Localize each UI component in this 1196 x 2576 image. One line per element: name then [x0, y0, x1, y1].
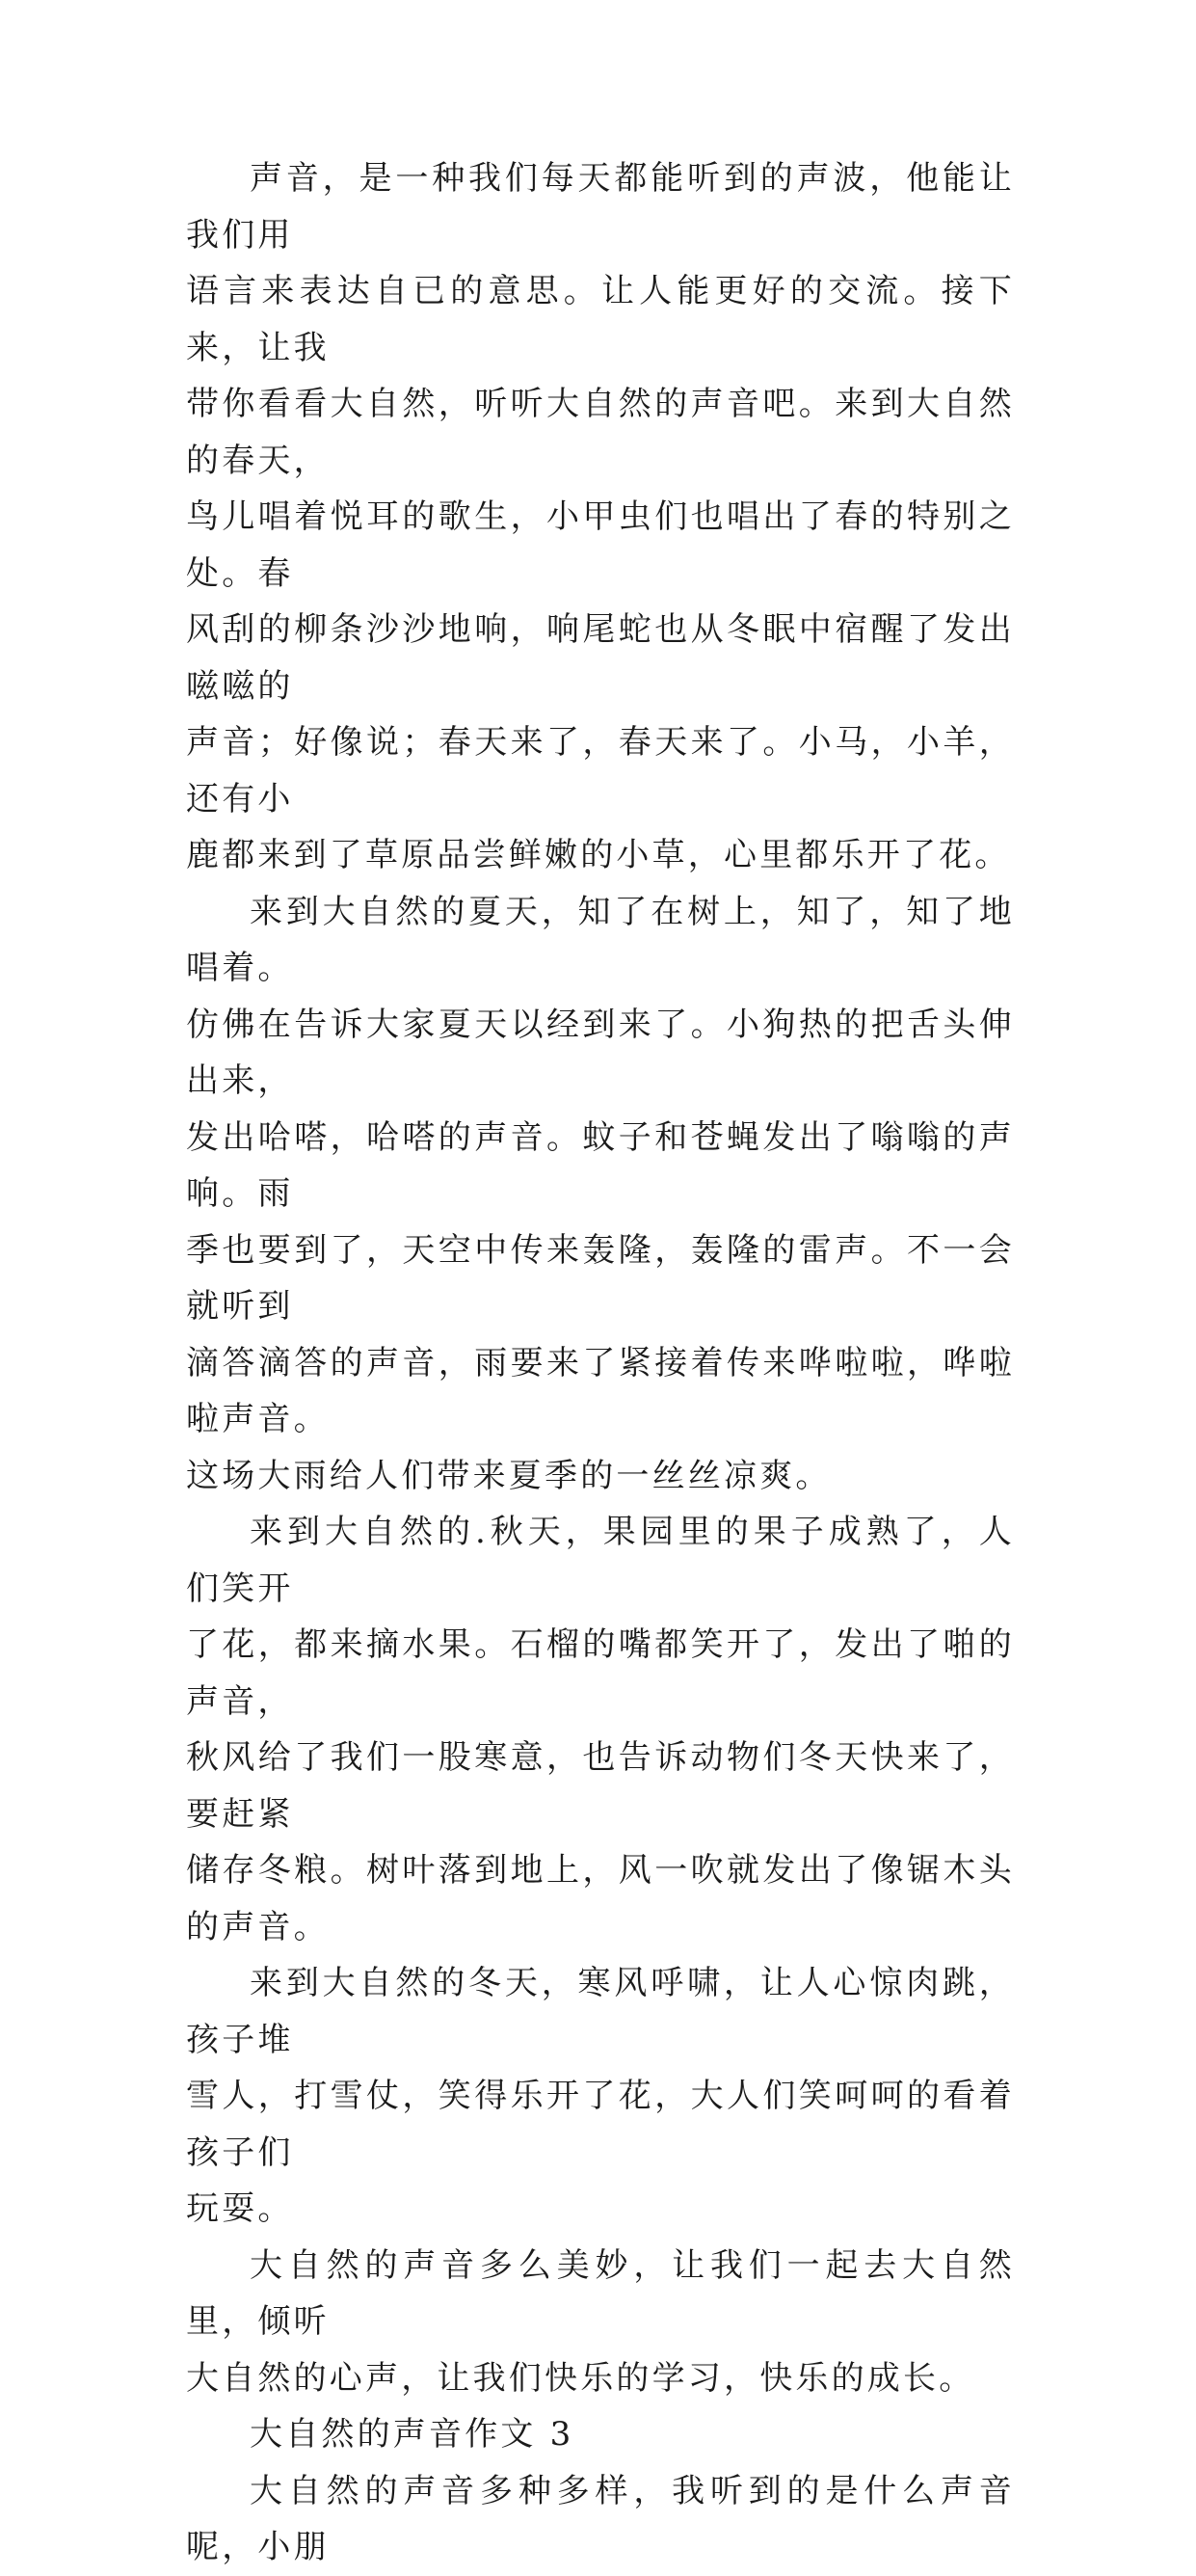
paragraph-spring: 声音，是一种我们每天都能听到的声波，他能让我们用 语言来表达自已的意思。让人能更好的交流。接下来，让我 带你看看大自然，听听大自然的声音吧。来到大自然的春天， 鸟儿唱着悦耳的歌生，小甲虫们也唱出了春的特别之处。春 风刮的柳条沙沙地响，响尾蛇也从冬眠中宿醒了发出嗞嗞的 声音；好像说；春天来了，春天来了。小马，小羊，还有小 鹿都来到了草原品尝鲜嫩的小草，心里都乐开了花。 — [186, 159, 1015, 874]
essay-heading: 大自然的声音作文 3 — [250, 2415, 574, 2454]
paragraph-essay-3-start: 大自然的声音多种多样，我听到的是什么声音呢，小朋 — [186, 2471, 1015, 2566]
paragraph-autumn: 来到大自然的.秋天，果园里的果子成熟了，人们笑开 了花，都来摘水果。石榴的嘴都笑开了，发出了啪的声音， 秋风给了我们一股寒意，也告诉动物们冬天快来了，要赶紧 储存冬粮。树叶落到地上，风一吹就发出了像锯木头的声音。 — [186, 1513, 1015, 1946]
paragraph-conclusion: 大自然的声音多么美妙，让我们一起去大自然里，倾听 大自然的心声，让我们快乐的学习，快乐的成长。 — [186, 2245, 1015, 2398]
paragraph-summer: 来到大自然的夏天，知了在树上，知了，知了地唱着。 仿佛在告诉大家夏天以经到来了。小狗热的把舌头伸出来， 发出哈嗒，哈嗒的声音。蚊子和苍蝇发出了嗡嗡的声响。雨 季也要到了，天空中传来轰隆，轰隆的雷声。不一会就听到 滴答滴答的声音，雨要来了紧接着传来哗啦啦，哗啦啦声音。 这场大雨给人们带来夏季的一丝丝凉爽。 — [186, 892, 1015, 1495]
paragraph-winter: 来到大自然的冬天，寒风呼啸，让人心惊肉跳，孩子堆 雪人，打雪仗，笑得乐开了花，大人们笑呵呵的看着孩子们 玩耍。 — [186, 1964, 1015, 2228]
document-body — [186, 150, 1015, 2576]
